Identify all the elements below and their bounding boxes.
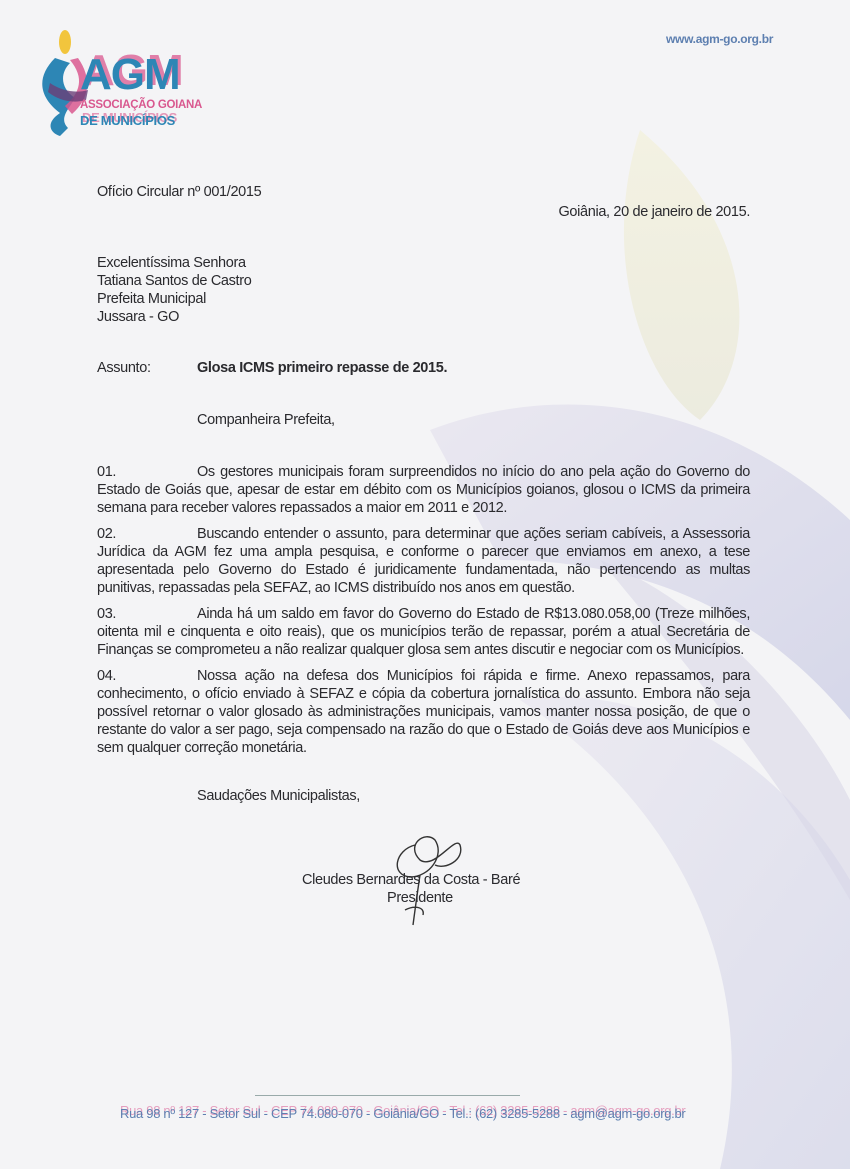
- salutation: Companheira Prefeita,: [197, 412, 335, 428]
- logo-subtitle-2: DE MUNICÍPIOS: [80, 113, 176, 128]
- paragraph-number: 02.: [97, 526, 117, 542]
- signer-title: Presidente: [387, 890, 453, 906]
- logo-subtitle-1: ASSOCIAÇÃO GOIANA: [80, 99, 203, 111]
- date-line: Goiânia, 20 de janeiro de 2015.: [558, 204, 750, 220]
- paragraph-text: Os gestores municipais foram surpreendidos no início do ano pela ação do Governo do Estado de Goiás que, apesar de estar em débito com os Municípios goianos, glosou o ICMS da primeira semana para receber valores repassados a maior em 2011 e 2012.: [97, 464, 750, 516]
- paragraph-number: 04.: [97, 668, 117, 684]
- subject-text: Glosa ICMS primeiro repasse de 2015: [197, 360, 444, 376]
- letter-reference: Ofício Circular nº 001/2015: [97, 184, 262, 200]
- subject: Glosa ICMS primeiro repasse de 2015.: [197, 360, 448, 376]
- recipient-block: [97, 254, 251, 326]
- paragraph-04: [97, 667, 750, 757]
- footer-address: Rua 98 nº 127 - Setor Sul - CEP 74.080-070 - Goiânia/GO - Tel.: (62) 3285-5288 - agm@agm-go.org.br: [120, 1106, 686, 1121]
- paragraph-number: 01.: [97, 464, 117, 480]
- paragraph-text: Buscando entender o assunto, para determinar que ações seriam cabíveis, a Assessoria Jurídica da AGM fez uma ampla pesquisa, e conforme o parecer que enviamos em anexo, a tese apresentada pelo Governo do Estado é juridicamente fundamentada, não pertencendo as multas punitivas, repassadas pela SEFAZ, ao ICMS distribuído nos anos em questão.: [97, 526, 750, 596]
- paragraph-text: Ainda há um saldo em favor do Governo do Estado de R$13.080.058,00 (Treze milhões, oitenta mil e cinquenta e oito reais), que os municípios terão de repassar, porém a atual Secretária de Finanças se comprometeu a não realizar qualquer glosa sem antes discutir e negociar com os Municípios.: [97, 606, 750, 658]
- subject-label: Assunto:: [97, 360, 151, 376]
- closing: Saudações Municipalistas,: [197, 788, 360, 804]
- recipient-line: Excelentíssima Senhora: [97, 255, 246, 271]
- recipient-line: Prefeita Municipal: [97, 291, 206, 307]
- letter-body: [97, 463, 750, 935]
- signer-name: Cleudes Bernardes da Costa - Baré: [302, 872, 521, 888]
- footer-divider: [255, 1095, 520, 1096]
- recipient-line: Tatiana Santos de Castro: [97, 273, 252, 289]
- recipient-line: Jussara - GO: [97, 309, 180, 325]
- paragraph-03: [97, 605, 750, 659]
- paragraph-01: [97, 463, 750, 517]
- paragraph-text: Nossa ação na defesa dos Municípios foi rápida e firme. Anexo repassamos, para conhecimento, o ofício enviado à SEFAZ e cópia da cobertura jornalística do assunto. Embora não seja possível retornar o valor glosado às administrações municipais, vamos manter nossa posição, de que o restante do valor a ser pago, seja compensado na razão do que o Estado de Goiás deve aos Municípios e sem qualquer correção monetária.: [97, 668, 750, 756]
- signature-block: [97, 815, 750, 935]
- paragraph-02: [97, 525, 750, 597]
- logo-text: AGM: [80, 50, 180, 99]
- website-link[interactable]: www.agm-go.org.br: [666, 32, 774, 46]
- paragraph-number: 03.: [97, 606, 117, 622]
- logo-wordmark: [80, 52, 202, 128]
